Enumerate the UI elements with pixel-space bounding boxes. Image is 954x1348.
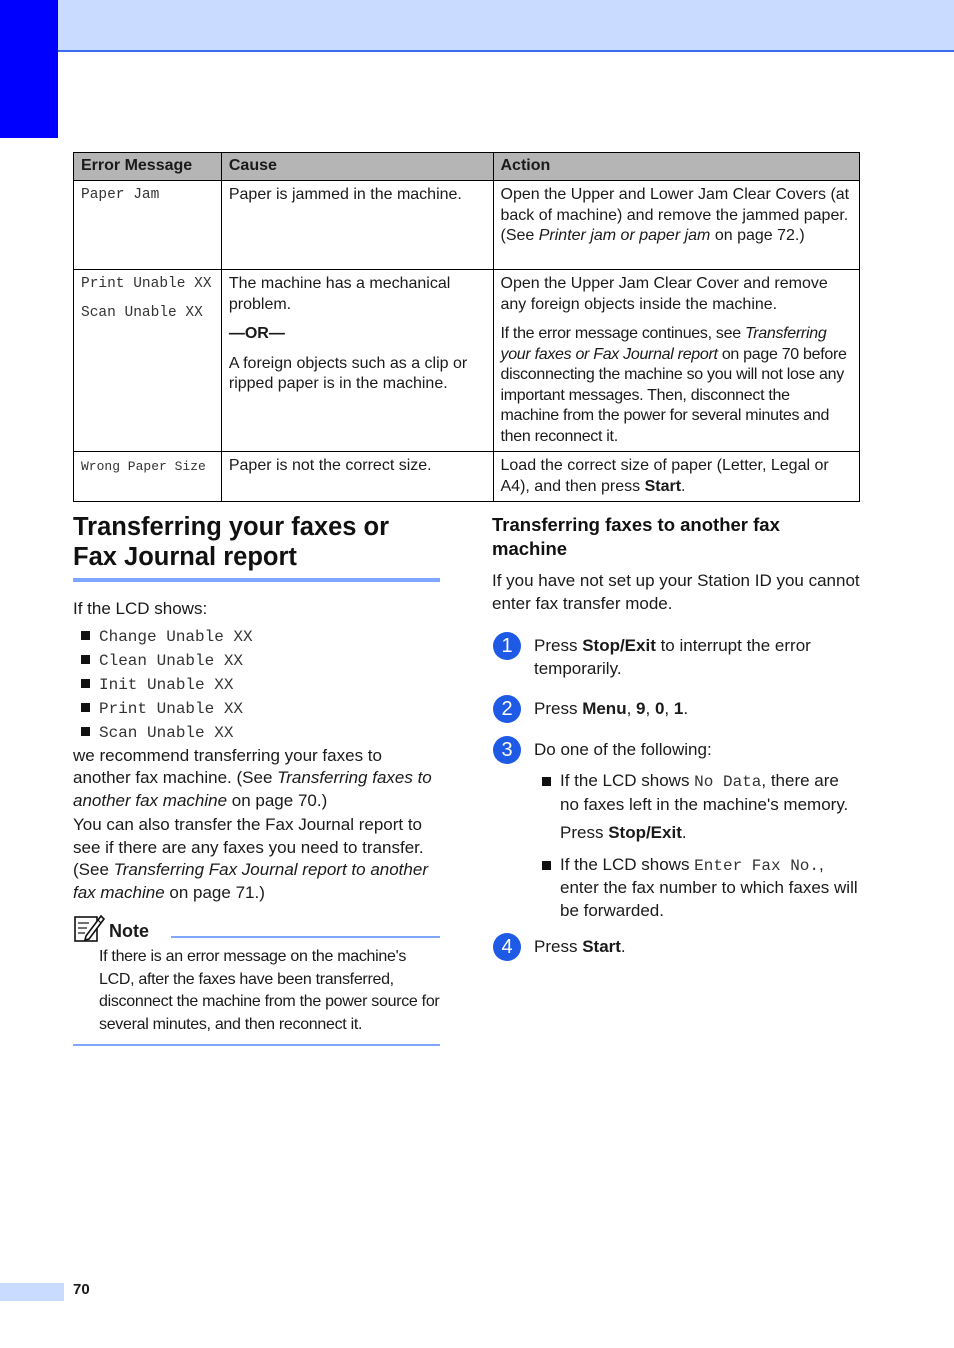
step-3 — [492, 739, 860, 923]
key-9: 9 — [636, 699, 646, 718]
error-message-cell — [74, 181, 222, 270]
stop-exit-key: Stop/Exit — [582, 636, 656, 655]
cause-cell — [221, 181, 493, 270]
paragraph-text-end: on page 70.) — [227, 790, 328, 810]
step-text-end: . — [683, 699, 689, 718]
paragraph-text: we recommend transferring your faxes to another fax machine. (See — [73, 745, 382, 787]
note-title: Note — [109, 921, 149, 941]
separator: , — [626, 699, 637, 718]
table-row — [74, 452, 860, 502]
option-list — [534, 770, 860, 816]
list-item — [73, 625, 440, 649]
cross-reference-link[interactable]: Transferring faxes to another fax machine — [73, 768, 432, 810]
header-band — [58, 0, 954, 52]
paragraph-text: You can also transfer the Fax Journal report to see if there are any faxes you need to transfer. (See — [73, 815, 424, 879]
note-pencil-icon — [73, 912, 105, 944]
table-row — [74, 270, 860, 452]
step-text-end: to interrupt the error temporarily. — [534, 636, 811, 678]
key-0: 0 — [654, 699, 665, 718]
error-table — [73, 152, 860, 502]
bullet-square-icon — [542, 777, 551, 786]
lcd-message: Clean Unable XX — [99, 651, 244, 670]
title-rule — [73, 578, 440, 582]
step-number-badge: 2 — [493, 695, 521, 723]
cause-text: A foreign objects such as a clip or ripped paper is in the machine. — [228, 354, 468, 392]
step-number-badge: 1 — [493, 632, 521, 660]
bullet-square-icon — [81, 727, 90, 736]
bullet-square-icon — [81, 679, 90, 688]
step-text: Press — [534, 699, 583, 718]
step-text-end: . — [620, 937, 626, 956]
action-text-start: If the error message continues, see — [500, 325, 745, 342]
step-number-badge: 4 — [493, 933, 521, 961]
action-text-end: . — [681, 477, 686, 495]
action-reference: Printer jam or paper jam — [538, 227, 711, 244]
step-text: Do one of the following: — [534, 739, 712, 759]
option-text: If the LCD shows — [560, 771, 695, 790]
lcd-message: Change Unable XX — [99, 627, 253, 646]
option-text-end: , there are no faxes left in the machine's memory. — [560, 771, 849, 814]
cause-cell — [221, 452, 493, 502]
left-column — [73, 512, 440, 1046]
lcd-code: Enter Fax No. — [694, 856, 819, 875]
bullet-square-icon — [81, 631, 90, 640]
cause-cell — [221, 270, 493, 452]
header-action: Action — [493, 153, 860, 181]
journal-paragraph — [73, 814, 440, 904]
table-row — [74, 181, 860, 270]
action-text: Load the correct size of paper (Letter, Legal or A4), and then press — [500, 457, 829, 495]
cause-text: Paper is jammed in the machine. — [228, 186, 462, 203]
error-message: Paper Jam — [81, 187, 160, 203]
error-message: Scan Unable XX — [81, 305, 203, 321]
action-text — [501, 324, 853, 447]
header-error-message: Error Message — [74, 153, 222, 181]
step-1 — [492, 635, 860, 680]
step-number-badge: 3 — [493, 736, 521, 764]
table-header-row — [74, 153, 860, 181]
error-message: Wrong Paper Size — [81, 459, 206, 474]
option-text-end: , enter the fax number to which faxes will be forwarded. — [560, 854, 858, 920]
section-title: Transferring your faxes or Fax Journal report — [73, 513, 390, 571]
start-key: Start — [582, 937, 621, 956]
note-text: If there is an error message on the machine's LCD, after the faxes have been transferred, disconnect the machine from the power source for several minutes, and then reconnect it. — [99, 948, 440, 1033]
menu-key: Menu — [582, 699, 627, 718]
page-number-tab — [0, 1283, 64, 1301]
lcd-code: No Data — [694, 773, 762, 791]
or-separator — [229, 324, 486, 345]
option-list — [534, 854, 860, 923]
lcd-message: Scan Unable XX — [99, 723, 234, 742]
press-text: Press — [560, 823, 609, 842]
page-number: 70 — [73, 1281, 90, 1298]
error-message: Print Unable XX — [81, 276, 212, 292]
step-2 — [492, 698, 860, 721]
action-text: Open the Upper and Lower Jam Clear Covers (at back of machine) and remove the jammed paper. (See — [500, 186, 850, 244]
right-column — [492, 513, 860, 959]
action-reference: Transferring your faxes or Fax Journal report — [500, 325, 827, 363]
option-text: If the LCD shows — [560, 854, 695, 874]
paragraph-text-end: on page 71.) — [164, 882, 265, 902]
list-item — [73, 649, 440, 673]
cause-text: The machine has a mechanical problem. — [228, 275, 451, 313]
note-header — [73, 912, 440, 944]
bullet-square-icon — [542, 861, 551, 870]
subsection-title: Transferring faxes to another fax machine — [492, 514, 780, 559]
list-item — [73, 721, 440, 745]
lcd-intro: If the LCD shows: — [73, 599, 208, 618]
list-item — [534, 854, 860, 923]
press-text-end: . — [681, 823, 687, 842]
error-message-cell — [74, 270, 222, 452]
subsection-intro: If you have not set up your Station ID you cannot enter fax transfer mode. — [492, 571, 860, 613]
stop-exit-key: Stop/Exit — [608, 823, 682, 842]
list-item — [73, 697, 440, 721]
lcd-message: Print Unable XX — [99, 699, 244, 718]
or-label: —OR— — [228, 325, 285, 342]
bullet-square-icon — [81, 703, 90, 712]
key-1: 1 — [673, 699, 684, 718]
list-item — [73, 673, 440, 697]
action-cell — [493, 270, 860, 452]
action-cell — [493, 452, 860, 502]
bullet-square-icon — [81, 655, 90, 664]
lcd-message: Init Unable XX — [99, 675, 234, 694]
action-text-end: on page 70 before disconnecting the machine so you will not lose any important messages. Then, disconnect the machine from the power for several minutes and then reconnect it. — [500, 345, 847, 445]
chapter-tab — [0, 0, 58, 138]
action-cell — [493, 181, 860, 270]
start-key: Start — [644, 477, 682, 495]
note-box — [73, 912, 440, 1046]
recommend-paragraph — [73, 745, 440, 813]
action-text: Open the Upper Jam Clear Cover and remove any foreign objects inside the machine. — [500, 275, 828, 313]
separator: , — [645, 699, 655, 718]
note-bottom-rule — [73, 1044, 440, 1046]
step-text: Press — [534, 937, 583, 956]
step-text: Press — [534, 636, 583, 655]
lcd-message-list — [73, 625, 440, 745]
error-message-cell — [74, 452, 222, 502]
separator: , — [664, 699, 674, 718]
header-cause: Cause — [221, 153, 493, 181]
press-stop-exit — [534, 822, 860, 845]
cause-text: Paper is not the correct size. — [228, 457, 432, 474]
list-item — [534, 770, 860, 816]
cross-reference-link[interactable]: Transferring Fax Journal report to another fax machine — [73, 860, 428, 902]
note-rule — [171, 936, 440, 938]
action-text-end: on page 72.) — [710, 227, 805, 244]
step-4 — [492, 936, 860, 959]
